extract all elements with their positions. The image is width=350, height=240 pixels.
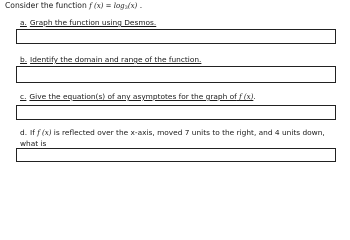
question-c: c. Give the equation(s) of any asymptotes for the graph of f (x). — [20, 92, 256, 101]
answer-box-b[interactable] — [16, 66, 336, 83]
question-d: d. If f (x) is reflected over the x-axis, moved 7 units to the right, and 4 units down, what is — [20, 128, 325, 148]
answer-box-d[interactable] — [16, 148, 336, 162]
problem-statement: Consider the function f $(x) = \log_3(x)$ . — [5, 1, 143, 11]
question-b: b. Identify the domain and range of the function. — [20, 55, 202, 64]
function-definition: f $(x) = \log_3(x)$ — [89, 2, 138, 11]
intro-text: Consider the function — [5, 1, 87, 10]
answer-box-c[interactable] — [16, 105, 336, 120]
question-a: a. Graph the function using Desmos. — [20, 18, 157, 27]
answer-box-a[interactable] — [16, 29, 336, 44]
